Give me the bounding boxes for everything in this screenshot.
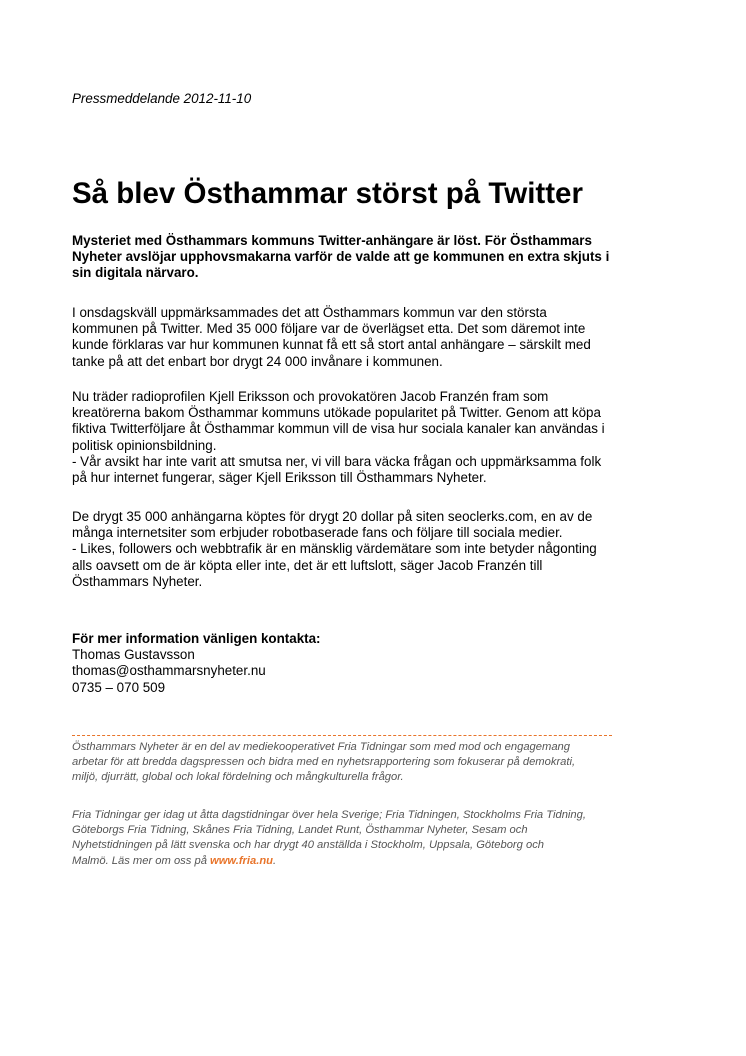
fria-website-link[interactable]: www.fria.nu <box>210 854 274 867</box>
body-line: alls oavsett om de är köpta eller inte, det är ett luftslott, säger Jacob Franzén till <box>72 557 543 573</box>
contact-phone: 0735 – 070 509 <box>72 679 166 695</box>
footer-line: Fria Tidningar ger idag ut åtta dagstidningar över hela Sverige; Fria Tidningen, Stockholms Fria Tidning, <box>72 809 586 821</box>
dateline: Pressmeddelande 2012-11-10 <box>72 91 252 106</box>
lead-paragraph <box>72 233 682 282</box>
lead-line: Nyheter avslöjar upphovsmakarna varför de valde att ge kommunen en extra skjuts i <box>72 249 610 265</box>
footer-line: miljö, djurrätt, global och lokal fördelning och mångkulturella frågor. <box>72 771 404 784</box>
footer-line: Nyhetstidningen på lätt svenska och har drygt 40 anställda i Stockholm, Uppsala, Göteborg och <box>72 839 545 852</box>
body-paragraph-1 <box>72 305 682 370</box>
contact-name: Thomas Gustavsson <box>72 647 195 663</box>
footer-paragraph-2 <box>72 808 692 869</box>
body-line: fiktiva Twitterföljare åt Östhammar kommun vill de visa hur sociala kanaler kan användas i <box>72 421 605 437</box>
body-line: kreatörerna bakom Östhammar kommuns utökade popularitet på Twitter. Genom att köpa <box>72 405 601 421</box>
body-line: tanke på att det enbart bor drygt 24 000 invånare i kommunen. <box>72 353 443 369</box>
footer-line: arbetar för att bredda dagspressen och bidra med en nyhetsrapportering som fokuserar på demokrati, <box>72 756 576 769</box>
body-line: Östhammars Nyheter. <box>72 573 203 589</box>
footer-line-end: . <box>273 854 277 867</box>
contact-heading: För mer information vänligen kontakta: <box>72 631 321 646</box>
contact-block <box>72 631 321 696</box>
body-paragraph-3 <box>72 509 682 590</box>
body-line: - Likes, followers och webbtrafik är en mänsklig värdemätare som inte betyder någonting <box>72 541 597 557</box>
body-line: - Vår avsikt har inte varit att smutsa ner, vi vill bara väcka frågan och uppmärksamma folk <box>72 453 602 469</box>
footer-line: Göteborgs Fria Tidning, Skånes Fria Tidning, Landet Runt, Östhammar Nyheter, Sesam och <box>72 824 528 837</box>
page-title: Så blev Östhammar störst på Twitter <box>72 177 583 210</box>
body-line: politisk opinionsbildning. <box>72 437 217 453</box>
footer-last-line <box>72 854 692 869</box>
footer-paragraph-1 <box>72 740 692 786</box>
lead-line: sin digitala närvaro. <box>72 265 199 281</box>
contact-email[interactable]: thomas@osthammarsnyheter.nu <box>72 663 266 679</box>
footer-line-text: Malmö. Läs mer om oss på <box>72 854 211 867</box>
body-paragraph-2 <box>72 389 682 486</box>
footer-divider <box>72 735 612 736</box>
body-line: Nu träder radioprofilen Kjell Eriksson och provokatören Jacob Franzén fram som <box>72 389 549 404</box>
body-line: De drygt 35 000 anhängarna köptes för drygt 20 dollar på siten seoclerks.com, en av de <box>72 509 593 524</box>
body-line: kunde förklaras var hur kommunen kunnat få ett så stort antal anhängare – särskilt med <box>72 337 591 353</box>
lead-line: Mysteriet med Östhammars kommuns Twitter-anhängare är löst. För Östhammars <box>72 233 592 248</box>
body-line: kommunen på Twitter. Med 35 000 följare var de överlägset etta. Det som däremot inte <box>72 321 586 337</box>
body-line: på hur internet fungerar, säger Kjell Eriksson till Östhammars Nyheter. <box>72 470 487 486</box>
footer-line: Östhammars Nyheter är en del av mediekooperativet Fria Tidningar som med mod och engagemang <box>72 741 570 753</box>
body-line: många internetsiter som erbjuder robotbaserade fans och följare till sociala medier. <box>72 525 563 541</box>
body-line: I onsdagskväll uppmärksammades det att Östhammars kommun var den största <box>72 305 547 320</box>
